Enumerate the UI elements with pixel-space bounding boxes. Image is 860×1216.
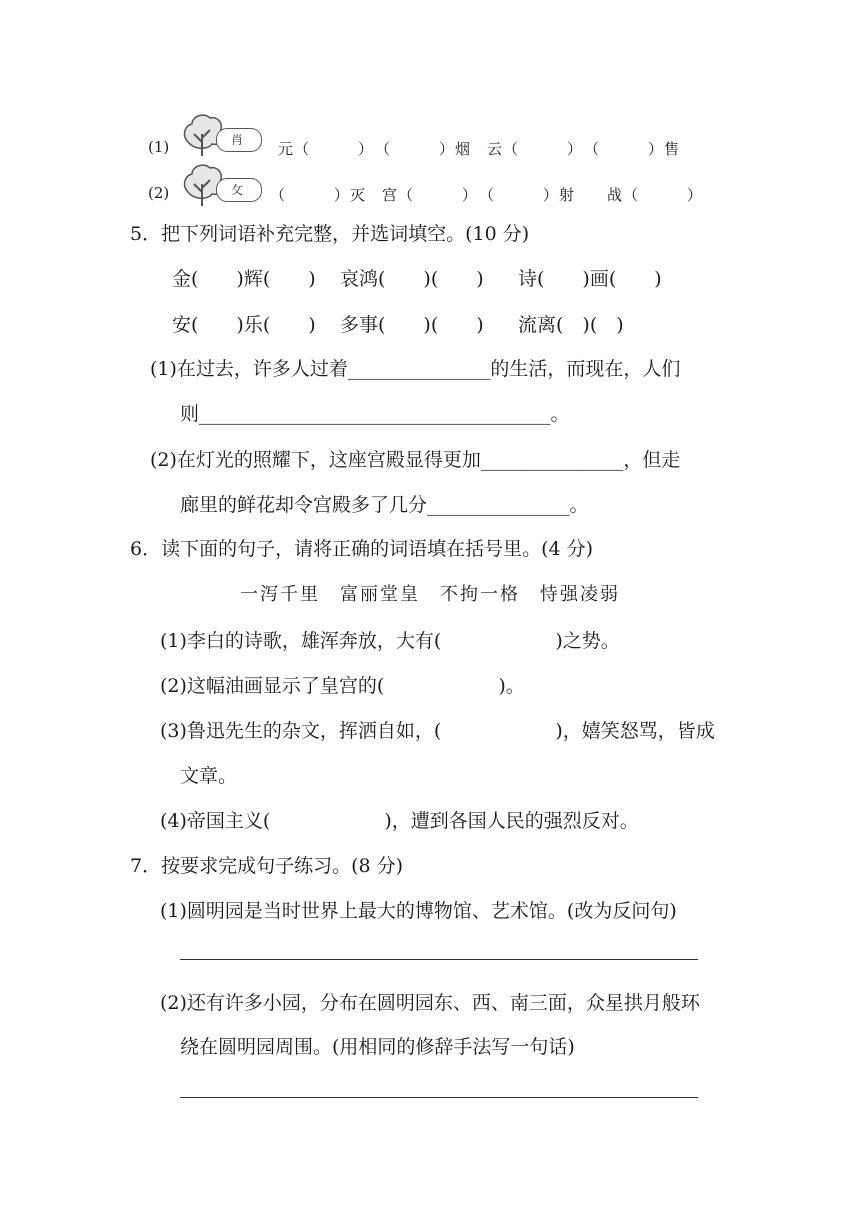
- q4-row2-number: (2): [148, 184, 170, 202]
- q6-word-options: 一泻千里 富丽堂皇 不拘一格 恃强凌弱: [240, 584, 620, 605]
- q6-title: 6．读下面的句子，请将正确的词语填在括号里。(4 分): [130, 538, 594, 560]
- q5-sentence-2: (2)在灯光的照耀下，这座宫殿显得更加_______________，但走: [150, 449, 681, 471]
- q6-sentence-3: (3)鲁迅先生的杂文，挥洒自如，( )，嬉笑怒骂，皆成: [160, 720, 715, 742]
- q4-row2-blanks: （ ）灭 宫（ ） （ ）射 战（ ）: [270, 186, 704, 204]
- q6-sentence-4: (4)帝国主义( )，遭到各国人民的强烈反对。: [160, 810, 639, 832]
- q4-row1-number: (1): [148, 138, 170, 156]
- answer-line-2[interactable]: [180, 1097, 698, 1098]
- q7-title: 7．按要求完成句子练习。(8 分): [130, 855, 404, 877]
- q5-sentence-1: (1)在过去，许多人过着_______________的生活，而现在，人们: [150, 358, 681, 380]
- q7-sentence-2: (2)还有许多小园，分布在圆明园东、西、南三面，众星拱月般环: [160, 992, 700, 1014]
- tree-icon: [180, 112, 262, 158]
- q5-word: 诗( )画( ): [518, 268, 662, 290]
- q5-title: 5．把下列词语补充完整，并选词填空。(10 分): [130, 223, 530, 245]
- q5-word: 金( )辉( ): [172, 268, 316, 290]
- radical-tag: 肖: [216, 128, 262, 152]
- q5-word: 流离( )( ): [518, 314, 624, 336]
- q4-row1-blanks: 元（ ） （ ）烟 云（ ） （ ）售: [278, 140, 681, 158]
- tree-icon: [180, 162, 262, 208]
- answer-line-1[interactable]: [180, 959, 698, 960]
- q5-word: 哀鸿( )( ): [340, 268, 484, 290]
- q6-sentence-2: (2)这幅油画显示了皇宫的( )。: [160, 675, 525, 697]
- q5-sentence-1-cont: 则_____________________________________。: [180, 403, 570, 425]
- q5-word: 安( )乐( ): [172, 314, 316, 336]
- q7-sentence-2-cont: 绕在圆明园周围。(用相同的修辞手法写一句话): [180, 1036, 575, 1058]
- q7-sentence-1: (1)圆明园是当时世界上最大的博物馆、艺术馆。(改为反问句): [160, 900, 677, 922]
- radical-tag: 攵: [216, 178, 262, 202]
- q5-sentence-2-cont: 廊里的鲜花却令宫殿多了几分_______________。: [180, 494, 589, 516]
- q6-sentence-1: (1)李白的诗歌，雄浑奔放，大有( )之势。: [160, 630, 620, 652]
- q6-sentence-3-cont: 文章。: [180, 765, 238, 787]
- q5-word: 多事( )( ): [340, 314, 484, 336]
